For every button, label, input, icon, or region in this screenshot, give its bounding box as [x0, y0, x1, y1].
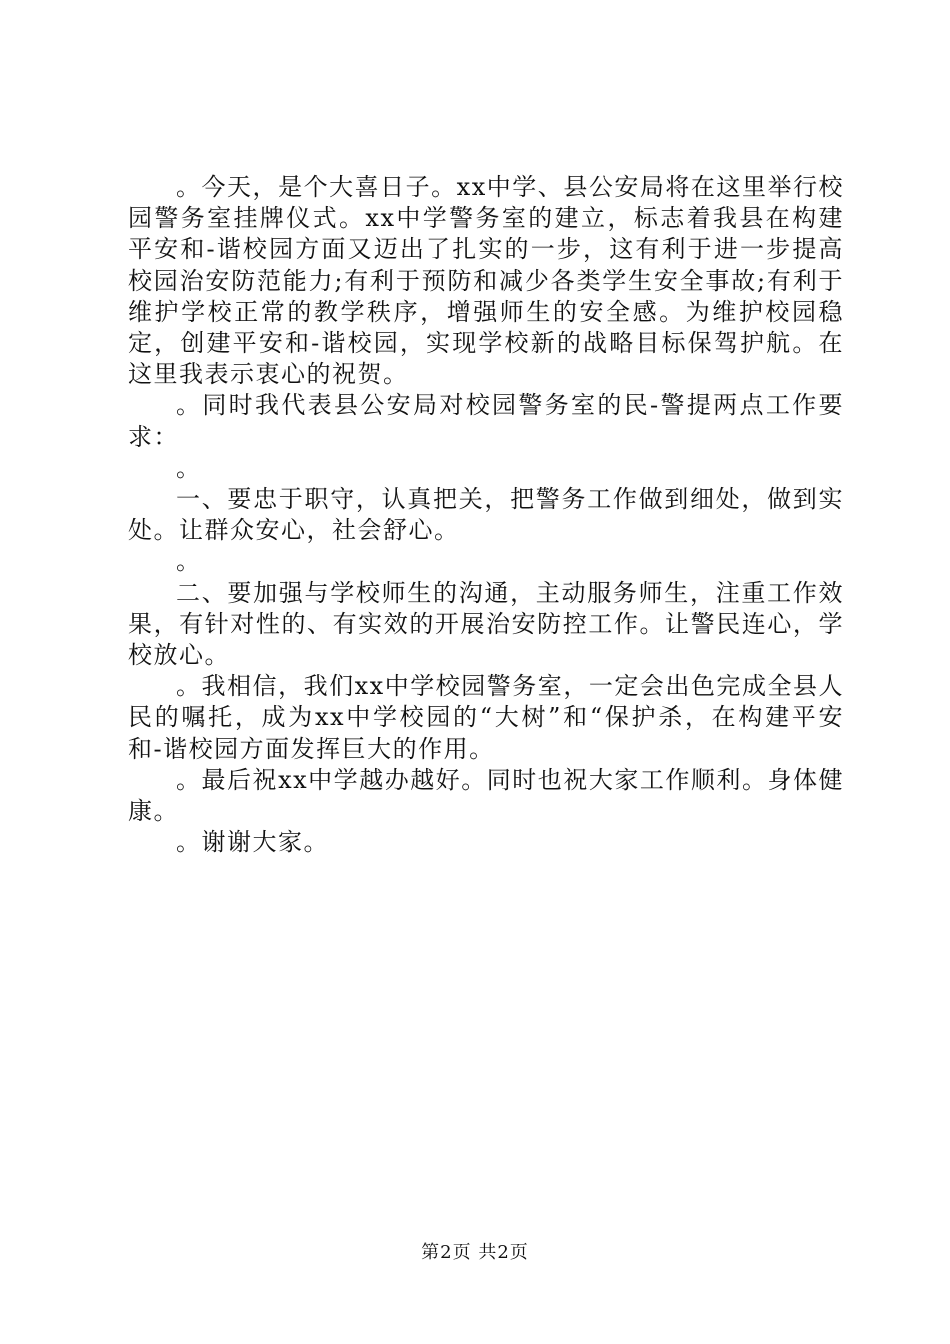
- paragraph-requirements-intro: 。同时我代表县公安局对校园警务室的民-警提两点工作要求：: [128, 391, 844, 451]
- paragraph-separator: 。: [176, 453, 202, 482]
- page-number-label: 第2页 共2页: [421, 1242, 529, 1263]
- paragraph-requirement-two: 二、要加强与学校师生的沟通，主动服务师生，注重工作效果，有针对性的、有实效的开展治安防控工作。让警民连心，学校放心。: [128, 578, 844, 670]
- paragraph-thanks: 。谢谢大家。: [176, 828, 329, 857]
- page-footer: [0, 1242, 950, 1264]
- paragraph-wishes: 。最后祝xx中学越办越好。同时也祝大家工作顺利。身体健康。: [128, 765, 844, 826]
- paragraph-separator: 。: [176, 547, 202, 576]
- paragraph-requirement-one: 一、要忠于职守，认真把关，把警务工作做到细处，做到实处。让群众安心，社会舒心。: [128, 485, 844, 545]
- paragraph-opening: 。今天，是个大喜日子。xx中学、县公安局将在这里举行校园警务室挂牌仪式。xx中学警务室的建立，标志着我县在构建平安和-谐校园方面又迈出了扎实的一步，这有利于进一步提高校园治安防范能力;有利于预防和减少各类学生安全事故;有利于维护学校正常的教学秩序，增强师生的安全感。为维护校园稳定，创建平安和-谐校园，实现学校新的战略目标保驾护航。在这里我表示衷心的祝贺。: [128, 173, 844, 389]
- document-body: [128, 172, 844, 858]
- paragraph-confidence: 。我相信，我们xx中学校园警务室，一定会出色完成全县人民的嘱托，成为xx中学校园的“大树”和“保护杀，在构建平安和-谐校园方面发挥巨大的作用。: [128, 672, 844, 763]
